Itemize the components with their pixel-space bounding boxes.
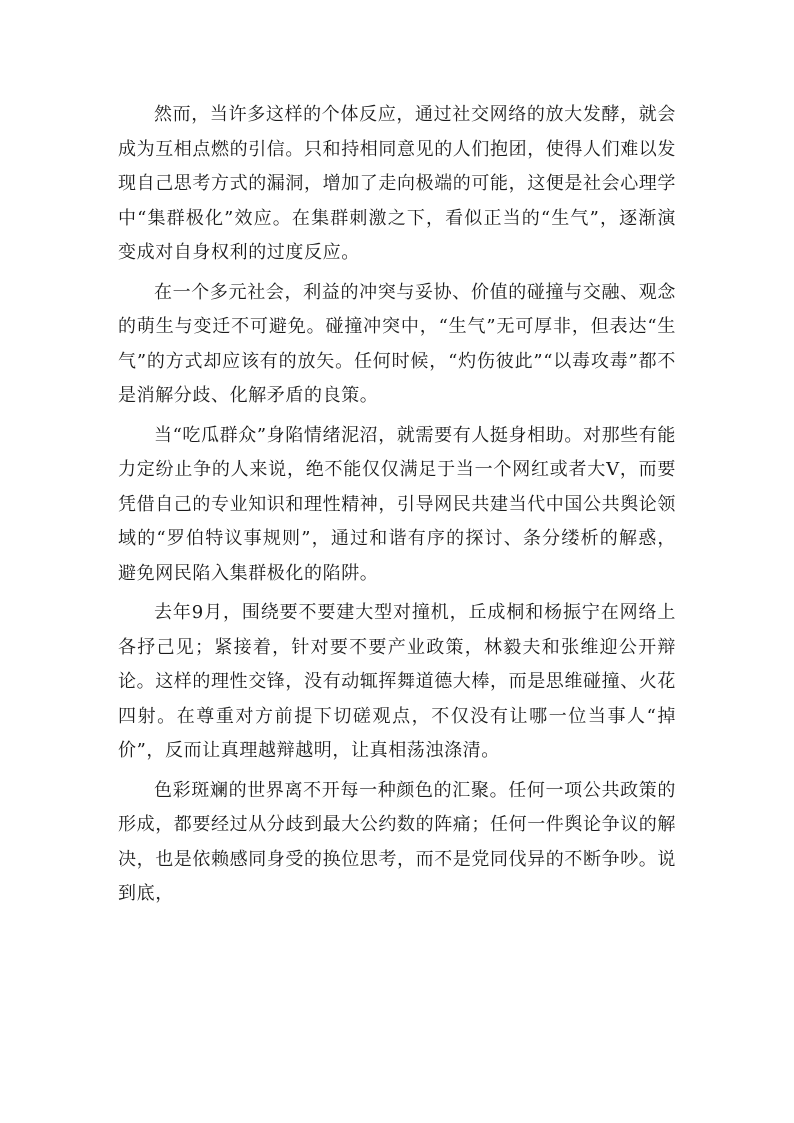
paragraph: 去年9月，围绕要不要建大型对撞机，丘成桐和杨振宁在网络上各抒己见；紧接着，针对要不要产业政策，林毅夫和张维迎公开辩论。这样的理性交锋，没有动辄挥舞道德大棒，而是思维碰撞、火花四射。在尊重对方前提下切磋观点，不仅没有让哪一位当事人“掉价”，反而让真理越辩越明，让真相荡浊涤清。 bbox=[118, 602, 676, 761]
article-body bbox=[118, 98, 676, 917]
paragraph: 然而，当许多这样的个体反应，通过社交网络的放大发酵，就会成为互相点燃的引信。只和持相同意见的人们抱团，使得人们难以发现自己思考方式的漏洞，增加了走向极端的可能，这便是社会心理学中“集群极化”效应。在集群刺激之下，看似正当的“生气”，逐渐演变成对自身权利的过度反应。 bbox=[118, 104, 676, 263]
paragraph: 色彩斑斓的世界离不开每一种颜色的汇聚。任何一项公共政策的形成，都要经过从分歧到最大公约数的阵痛；任何一件舆论争议的解决，也是依赖感同身受的换位思考，而不是党同伐异的不断争吵。说到底， bbox=[118, 779, 676, 904]
paragraph: 在一个多元社会，利益的冲突与妥协、价值的碰撞与交融、观念的萌生与变迁不可避免。碰撞冲突中，“生气”无可厚非，但表达“生气”的方式却应该有的放矢。任何时候，“灼伤彼此”“以毒攻毒”都不是消解分歧、化解矛盾的良策。 bbox=[118, 281, 676, 406]
paragraph: 当“吃瓜群众”身陷情绪泥沼，就需要有人挺身相助。对那些有能力定纷止争的人来说，绝不能仅仅满足于当一个网红或者大V，而要凭借自己的专业知识和理性精神，引导网民共建当代中国公共舆论领域的“罗伯特议事规则”，通过和谐有序的探讨、条分缕析的解惑，避免网民陷入集群极化的陷阱。 bbox=[118, 424, 676, 584]
